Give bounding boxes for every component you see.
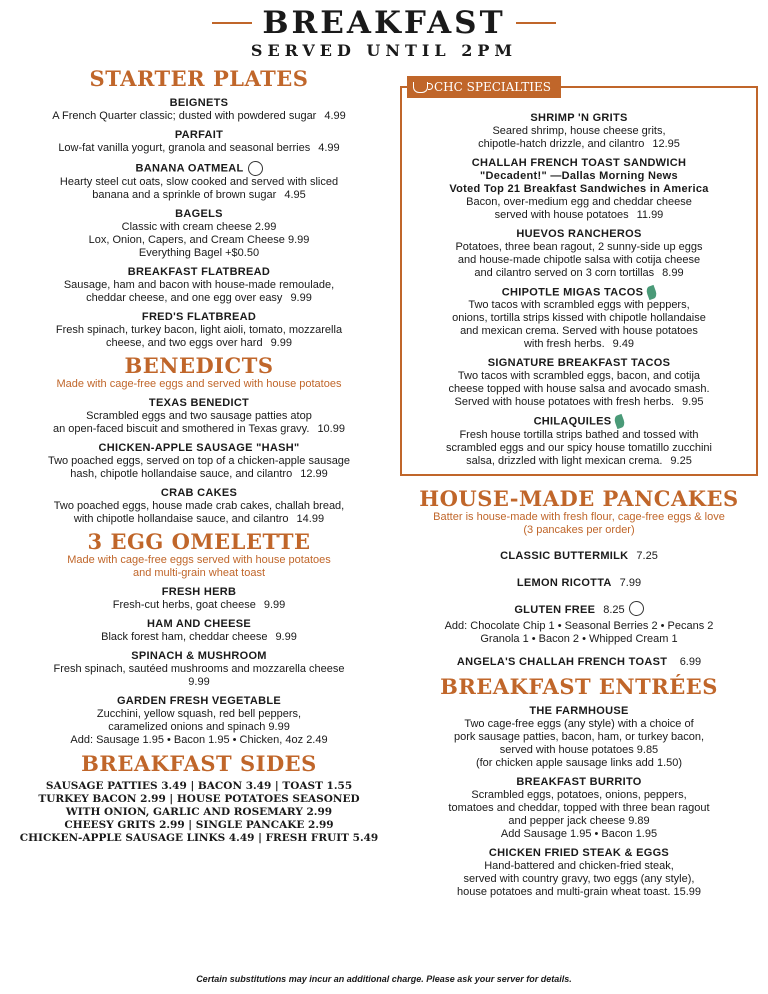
pancakes-note-line: Batter is house-made with fresh flour, cage-free eggs & love: [433, 510, 725, 523]
menu-item-desc-text: Sausage, ham and bacon with house-made remoulade,: [63, 279, 335, 291]
menu-item-desc: [400, 815, 758, 828]
menu-item-price: 10.99: [317, 423, 345, 435]
menu-item-price: 12.99: [300, 468, 328, 480]
footer-note: Certain substitutions may incur an additional charge. Please ask your server for details.: [196, 974, 572, 984]
omelette-title: 3 EGG OMELETTE: [87, 529, 311, 554]
menu-item-desc-text: scrambled eggs and our spicy house tomatillo zucchini: [446, 441, 712, 454]
menu-item-desc: [10, 176, 388, 189]
menu-item-name: SIGNATURE BREAKFAST TACOS: [487, 357, 671, 370]
menu-item-name-row: [10, 618, 388, 631]
menu-item-name: GARDEN FRESH VEGETABLE: [116, 695, 282, 707]
menu-item-desc: [10, 468, 388, 481]
menu-item-desc: [10, 410, 388, 423]
menu-item: [10, 487, 388, 526]
menu-item-name-row: [410, 112, 748, 125]
menu-item-desc-text: with fresh herbs.: [523, 338, 605, 351]
menu-item-desc-text: an open-faced biscuit and smothered in Texas gravy.: [53, 423, 310, 435]
menu-item: [10, 650, 388, 689]
menu-item-desc: [10, 734, 388, 747]
menu-item: [410, 228, 748, 280]
menu-item-name: CHICKEN-APPLE SAUSAGE "HASH": [98, 442, 300, 454]
menu-item-desc-text: chipotle-hatch drizzle, and cilantro: [478, 138, 645, 150]
menu-item-desc-text: Two poached eggs, served on top of a chicken-apple sausage: [47, 455, 351, 467]
menu-item-name-row: [10, 487, 388, 500]
benedicts-note: Made with cage-free eggs and served with house potatoes: [56, 378, 342, 390]
menu-item-desc-text: cheese, and two eggs over hard: [106, 337, 263, 349]
menu-item-name-row: [400, 776, 758, 789]
menu-item-desc-text: Scrambled eggs, potatoes, onions, peppers,: [471, 788, 687, 801]
menu-item-name-row: [10, 129, 388, 142]
pancake-item: [400, 600, 758, 618]
specialties-tab-label: CHC SPECIALTIES: [434, 80, 551, 94]
menu-item-desc-text: tomatoes and cheddar, topped with three bean ragout: [448, 801, 710, 814]
pancake-addon-line: Add: Chocolate Chip 1 • Seasonal Berries 2 • Pecans 2: [444, 619, 714, 632]
menu-item-desc-text: Two poached eggs, house made crab cakes, challah bread,: [53, 500, 345, 512]
menu-item-name-row: [400, 705, 758, 718]
menu-item-name-row: [10, 97, 388, 110]
menu-item: [410, 157, 748, 222]
menu-item-desc: [10, 221, 388, 234]
menu-item-desc: [410, 442, 748, 455]
menu-item-desc-text: Fresh spinach, sautéed mushrooms and mozzarella cheese: [53, 663, 345, 675]
specialties-box: [400, 80, 758, 476]
menu-item-desc: [10, 513, 388, 526]
coffee-cup-icon: [413, 82, 428, 93]
menu-item-desc: [10, 631, 388, 644]
menu-item-desc-text: Two tacos with scrambled eggs, bacon, and cotija: [457, 370, 701, 383]
menu-item-name-row: [10, 650, 388, 663]
menu-item-desc: [410, 125, 748, 138]
pancake-name: CLASSIC BUTTERMILK: [500, 549, 629, 562]
menu-item-name: PARFAIT: [174, 129, 224, 141]
menu-item-name: THE FARMHOUSE: [529, 704, 629, 717]
menu-item-name-row: [410, 415, 748, 428]
menu-item-desc-text: Fresh spinach, turkey bacon, light aioli, tomato, mozzarella: [55, 324, 343, 336]
menu-item-desc: [400, 873, 758, 886]
menu-item-desc-text: served with country gravy, two eggs (any style),: [463, 872, 695, 885]
entrees-list: [400, 705, 758, 899]
menu-item-price: 9.99: [263, 599, 286, 611]
menu-item: [10, 586, 388, 612]
menu-item-name-row: [410, 157, 748, 170]
menu-item-price: 9.99: [270, 337, 292, 349]
menu-item-price: 9.95: [682, 396, 704, 409]
specialties-list: [410, 112, 748, 468]
menu-item: [10, 161, 388, 202]
menu-item: [410, 415, 748, 467]
menu-item-desc: [410, 312, 748, 325]
menu-item-name: CHIPOTLE MIGAS TACOS: [501, 286, 644, 299]
menu-item-price: 4.99: [324, 110, 346, 122]
menu-item-desc: [410, 209, 748, 222]
pancake-price: 8.25: [603, 603, 625, 616]
menu-item-desc: [10, 708, 388, 721]
sides-line: CHEESY GRITS 2.99 | SINGLE PANCAKE 2.99: [64, 819, 334, 831]
page-subtitle: SERVED UNTIL 2PM: [250, 41, 518, 60]
pancake-item: [400, 546, 758, 564]
menu-item-quote: "Decadent!" —Dallas Morning News: [480, 170, 678, 182]
menu-item-desc-text: Scrambled eggs and two sausage patties atop: [86, 410, 312, 422]
menu-item-quote: Voted Top 21 Breakfast Sandwiches in America: [449, 183, 709, 195]
menu-header: [0, 6, 768, 61]
pancakes-list: [400, 546, 758, 618]
menu-item-desc: [410, 196, 748, 209]
menu-item-name: HAM AND CHEESE: [146, 618, 252, 630]
sides-title: BREAKFAST SIDES: [81, 751, 317, 776]
pancakes-note-line: (3 pancakes per order): [523, 523, 635, 536]
specialties-tab: [407, 76, 561, 98]
french-toast-price: 6.99: [679, 655, 702, 668]
menu-item-desc: [10, 279, 388, 292]
menu-item-desc: [410, 396, 748, 409]
menu-item-desc-text: Black forest ham, cheddar cheese: [101, 631, 268, 643]
menu-item-name-row: [400, 847, 758, 860]
menu-item-desc: [10, 189, 388, 202]
menu-item: [400, 776, 758, 841]
starters-list: [10, 97, 388, 350]
menu-item-price: 4.99: [318, 142, 340, 154]
menu-item-name-row: [410, 228, 748, 241]
menu-item-desc-text: Two cage-free eggs (any style) with a choice of: [464, 717, 694, 730]
menu-item-desc: [400, 886, 758, 899]
menu-item: [10, 129, 388, 155]
menu-item-desc-text: Fresh house tortilla strips bathed and tossed with: [459, 428, 699, 441]
pancake-name: LEMON RICOTTA: [516, 576, 612, 589]
pancake-price: 7.99: [619, 576, 642, 589]
menu-item-desc-text: Hearty steel cut oats, slow cooked and served with sliced: [59, 176, 339, 188]
menu-item-price: 12.95: [652, 138, 680, 150]
pancake-price: 7.25: [636, 549, 658, 562]
pancake-addon-line: Granola 1 • Bacon 2 • Whipped Cream 1: [480, 632, 678, 645]
menu-item-desc-text: and house-made chipotle salsa with cotija cheese: [457, 254, 701, 266]
menu-item-desc-text: hash, chipotle hollandaise sauce, and cilantro: [70, 468, 293, 480]
omelette-note-line: Made with cage-free eggs served with house potatoes: [67, 554, 331, 566]
menu-item-name-row: [10, 586, 388, 599]
menu-item-desc-text: cheese topped with house salsa and avocado smash.: [448, 383, 710, 396]
menu-item-name-row: [10, 397, 388, 410]
menu-item-desc: [410, 325, 748, 338]
omelette-note: [10, 554, 388, 580]
menu-item-price: 9.99: [275, 631, 297, 643]
menu-item-name-row: [10, 161, 388, 176]
menu-item-desc-text: caramelized onions and spinach 9.99: [108, 721, 290, 733]
menu-item-desc-text: Two tacos with scrambled eggs with peppers,: [468, 299, 690, 312]
menu-item-price: 4.95: [284, 189, 306, 201]
menu-item-name-row: [410, 357, 748, 370]
menu-item-name: TEXAS BENEDICT: [148, 397, 250, 409]
title-rule-left: [212, 22, 252, 24]
entrees-title: BREAKFAST ENTRÉES: [440, 673, 718, 699]
sides-line: WITH ONION, GARLIC AND ROSEMARY 2.99: [65, 806, 333, 818]
menu-item-name-row: [10, 311, 388, 324]
menu-item-desc-text: house potatoes and multi-grain wheat toast. 15.99: [457, 885, 701, 898]
menu-item: [10, 695, 388, 747]
menu-item-name-row: [10, 266, 388, 279]
menu-item-desc: [10, 324, 388, 337]
menu-item-name-row: [10, 695, 388, 708]
menu-item-desc: [410, 267, 748, 280]
benedicts-title: BENEDICTS: [124, 353, 274, 378]
menu-item-desc: [410, 429, 748, 442]
starters-title: STARTER PLATES: [89, 66, 309, 91]
menu-item-desc-text: (for chicken apple sausage links add 1.50): [475, 756, 683, 769]
menu-item-name: BREAKFAST FLATBREAD: [127, 266, 271, 278]
menu-item-desc: [10, 599, 388, 612]
menu-item-name: SPINACH & MUSHROOM: [131, 650, 267, 662]
menu-item-desc-text: and pepper jack cheese 9.89: [508, 814, 650, 827]
menu-item-name: CHILAQUILES: [533, 415, 612, 428]
menu-item-name: CHALLAH FRENCH TOAST SANDWICH: [471, 157, 687, 169]
left-column: [10, 66, 388, 845]
menu-item-name: FRED'S FLATBREAD: [141, 311, 257, 323]
pancakes-addons: [400, 620, 758, 646]
menu-item-desc-text: Potatoes, three bean ragout, 2 sunny-side up eggs: [455, 241, 703, 253]
menu-item-desc: [10, 455, 388, 468]
menu-item-desc: [10, 663, 388, 676]
menu-item-desc-text: A French Quarter classic; dusted with powdered sugar: [52, 110, 317, 122]
menu-item-desc: [400, 718, 758, 731]
menu-item-price: 11.99: [636, 209, 664, 221]
menu-item-desc: [10, 247, 388, 260]
menu-item-desc-text: Hand-battered and chicken-fried steak,: [484, 859, 674, 872]
menu-item: [410, 112, 748, 151]
menu-item: [10, 208, 388, 260]
menu-item-desc: [10, 423, 388, 436]
menu-item-price: 8.99: [662, 267, 684, 279]
menu-item-desc: [10, 234, 388, 247]
menu-item-desc-text: Seared shrimp, house cheese grits,: [492, 125, 666, 137]
menu-item: [10, 442, 388, 481]
menu-item-desc: [410, 254, 748, 267]
sides-line: CHICKEN-APPLE SAUSAGE LINKS 4.49 | FRESH FRUIT 5.49: [19, 832, 379, 844]
menu-item: [410, 286, 748, 351]
menu-item-desc-text: salsa, drizzled with light mexican crema.: [466, 454, 663, 467]
menu-item-desc: [10, 721, 388, 734]
menu-item-desc: [10, 676, 388, 689]
menu-item-desc-text: and mexican crema. Served with house potatoes: [460, 325, 698, 338]
menu-item-desc-text: Everything Bagel +$0.50: [138, 247, 260, 259]
menu-item-desc-text: Bacon, over-medium egg and cheddar cheese: [466, 196, 692, 208]
menu-item-desc: [410, 338, 748, 351]
menu-item: [400, 705, 758, 770]
menu-item-name: BREAKFAST BURRITO: [516, 775, 642, 788]
menu-item: [400, 847, 758, 899]
menu-item-desc-text: banana and a sprinkle of brown sugar: [92, 189, 277, 201]
benedicts-list: [10, 397, 388, 526]
menu-item-desc-text: Zucchini, yellow squash, red bell peppers,: [96, 708, 302, 720]
menu-item-desc: [410, 138, 748, 151]
menu-item-desc: [400, 731, 758, 744]
menu-item-desc-text: served with house potatoes: [494, 209, 629, 221]
menu-item-name: CHICKEN FRIED STEAK & EGGS: [488, 846, 670, 859]
menu-item-desc-text: Lox, Onion, Capers, and Cream Cheese 9.99: [88, 234, 310, 246]
menu-item-name: BEIGNETS: [169, 97, 229, 109]
menu-item-desc-text: with chipotle hollandaise sauce, and cilantro: [73, 513, 289, 525]
menu-item-desc: [10, 110, 388, 123]
pancake-name: GLUTEN FREE: [514, 603, 596, 616]
vegetarian-leaf-icon: [613, 414, 626, 429]
menu-item-desc-text: served with house potatoes 9.85: [499, 743, 659, 756]
pancakes-note: [400, 511, 758, 537]
menu-item-desc: [10, 500, 388, 513]
sides-list: [10, 780, 388, 845]
omelette-list: [10, 586, 388, 747]
menu-item-name: CRAB CAKES: [160, 487, 238, 499]
french-toast-item: [400, 652, 758, 670]
menu-item: [10, 311, 388, 350]
gluten-free-icon: [248, 161, 263, 176]
sides-line: SAUSAGE PATTIES 3.49 | BACON 3.49 | TOAST 1.55: [45, 780, 353, 792]
menu-item-desc: [400, 828, 758, 841]
menu-item-desc-text: Add: Sausage 1.95 • Bacon 1.95 • Chicken, 4oz 2.49: [70, 734, 328, 746]
menu-item-desc: [410, 299, 748, 312]
menu-item-desc-text: Classic with cream cheese 2.99: [121, 221, 277, 233]
menu-item-desc-text: and cilantro served on 3 corn tortillas: [474, 267, 655, 279]
menu-item: [10, 618, 388, 644]
menu-item-name: SHRIMP 'N GRITS: [530, 112, 628, 124]
menu-item-desc: [410, 241, 748, 254]
right-column: [400, 74, 758, 899]
french-toast-name: ANGELA'S CHALLAH FRENCH TOAST: [456, 655, 668, 668]
menu-item-desc-text: Low-fat vanilla yogurt, granola and seasonal berries: [58, 142, 311, 154]
menu-item-desc: [410, 370, 748, 383]
menu-item: [10, 266, 388, 305]
menu-item-name-row: [10, 208, 388, 221]
menu-item-desc: [400, 802, 758, 815]
menu-item-price: 9.25: [670, 454, 692, 467]
vegetarian-leaf-icon: [645, 285, 658, 300]
menu-item-desc-text: pork sausage patties, bacon, ham, or turkey bacon,: [453, 730, 705, 743]
menu-item-desc-text: cheddar cheese, and one egg over easy: [86, 292, 283, 304]
title-rule-right: [516, 22, 556, 24]
pancake-item: [400, 573, 758, 591]
menu-item: [10, 397, 388, 436]
menu-item-desc-text: Fresh-cut herbs, goat cheese: [112, 599, 256, 611]
menu-item-desc-text: 9.99: [188, 676, 210, 688]
page-title: BREAKFAST: [262, 5, 506, 41]
menu-item-desc: [400, 757, 758, 770]
menu-item-desc-text: Add Sausage 1.95 • Bacon 1.95: [500, 827, 658, 840]
menu-item-desc: [400, 789, 758, 802]
menu-item: [410, 357, 748, 409]
menu-item-name: BANANA OATMEAL: [135, 162, 244, 175]
menu-item-price: 9.49: [612, 338, 635, 351]
menu-item-price: 14.99: [296, 513, 325, 525]
menu-item-price: 9.99: [290, 292, 312, 304]
menu-item-desc: [410, 383, 748, 396]
omelette-note-line: and multi-grain wheat toast: [132, 567, 266, 579]
menu-item-desc: [400, 860, 758, 873]
menu-item-name: HUEVOS RANCHEROS: [516, 228, 642, 240]
menu-item-name: FRESH HERB: [161, 586, 237, 598]
pancakes-title: HOUSE-MADE PANCAKES: [419, 485, 739, 511]
menu-item-desc: [410, 455, 748, 468]
menu-item-desc: [10, 142, 388, 155]
menu-item-name: BAGELS: [175, 208, 223, 220]
menu-item: [10, 97, 388, 123]
menu-item-desc-text: onions, tortilla strips kissed with chipotle hollandaise: [452, 312, 706, 325]
gluten-free-icon: [629, 601, 644, 616]
menu-item-desc: [400, 744, 758, 757]
menu-item-desc: [10, 337, 388, 350]
menu-item-name-row: [10, 442, 388, 455]
menu-item-desc-text: Served with house potatoes with fresh herbs.: [454, 396, 675, 409]
menu-item-desc: [10, 292, 388, 305]
menu-item-name-row: [410, 286, 748, 299]
sides-line: TURKEY BACON 2.99 | HOUSE POTATOES SEASONED: [38, 793, 360, 805]
